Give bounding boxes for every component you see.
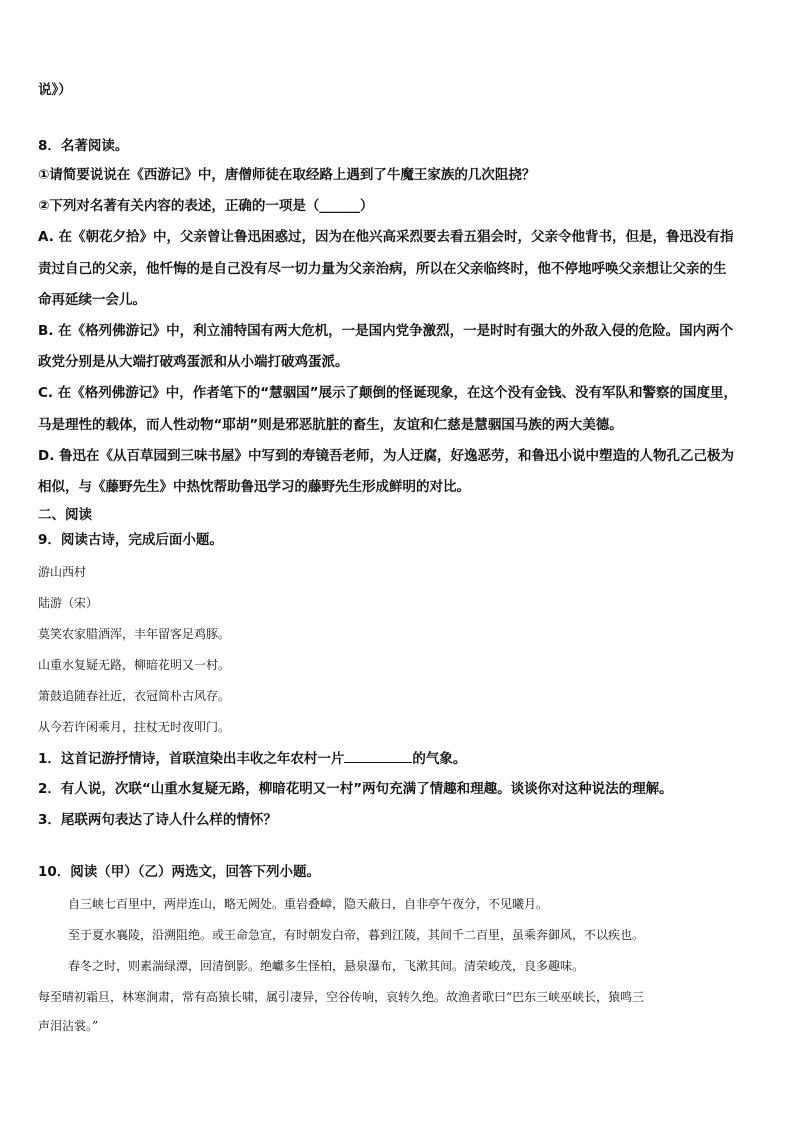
question-9-1: [38, 749, 466, 768]
option-c-line-1: C. 在《格列佛游记》中，作者笔下的“慧骃国”展示了颠倒的怪诞现象，在这个没有金钱、没有军队和警察的国度里，: [38, 385, 737, 401]
question-9-3: 3．尾联两句表达了诗人什么样的情怀？: [38, 812, 277, 828]
question-9-heading: 9．阅读古诗，完成后面小题。: [38, 532, 223, 548]
question-text: 1．这首记游抒情诗，首联渲染出丰收之年农村一片: [38, 751, 345, 767]
poem-line: 箫鼓追随春社近，衣冠简朴古风存。: [38, 689, 231, 703]
poem-line: 从今若许闲乘月，拄杖无时夜叩门。: [38, 720, 231, 734]
option-b-line-1: B. 在《格列佛游记》中，利立浦特国有两大危机，一是国内党争激烈，一是时时有强大的外敌入侵的危险。国内两个: [38, 323, 734, 339]
question-9-2: 2．有人说，次联“山重水复疑无路，柳暗花明又一村”两句充满了情趣和理趣。谈谈你对这种说法的理解。: [38, 781, 673, 797]
passage-paragraph: 每至晴初霜旦，林寒涧肃，常有高猿长啸，属引凄异，空谷传响，哀转久绝。故渔者歌曰“巴东三峡巫峡长，猿鸣三: [38, 990, 645, 1004]
question-text: 的气象。: [412, 751, 467, 767]
option-a-line-1: A. 在《朝花夕拾》中，父亲曾让鲁迅困惑过，因为在他兴高采烈要去看五猖会时，父亲令他背书，但是，鲁迅没有指: [38, 229, 734, 245]
question-10-heading: 10．阅读（甲）（乙）两选文，回答下列小题。: [38, 864, 321, 880]
passage-paragraph: 春冬之时，则素湍绿潭，回清倒影。绝巘多生怪柏，悬泉瀑布，飞漱其间。清荣峻茂，良多趣味。: [68, 959, 585, 973]
passage-paragraph: 自三峡七百里中，两岸连山，略无阙处。重岩叠嶂，隐天蔽日，自非亭午夜分，不见曦月。: [68, 897, 549, 911]
option-d-line-2: 相似，与《藤野先生》中热忱帮助鲁迅学习的藤野先生形成鲜明的对比。: [38, 479, 470, 495]
poem-author: 陆游（宋）: [38, 596, 99, 610]
question-8-part-2: ②下列对名著有关内容的表述，正确的一项是（______）: [38, 198, 374, 214]
poem-title: 游山西村: [38, 565, 87, 579]
option-c-line-2: 马是理性的载体，而人性动物“耶胡”则是邪恶肮脏的畜生，友谊和仁慈是慧骃国马族的两大美德。: [38, 417, 623, 433]
section-heading: 二、阅读: [38, 507, 92, 523]
text-line: 说》）: [38, 82, 72, 98]
answer-blank[interactable]: [344, 749, 412, 763]
option-a-line-3: 命再延续一会儿。: [38, 292, 146, 308]
poem-line: 山重水复疑无路，柳暗花明又一村。: [38, 658, 231, 672]
passage-paragraph: 至于夏水襄陵，沿溯阻绝。或王命急宣，有时朝发白帝，暮到江陵，其间千二百里，虽乘奔御风，不以疾也。: [68, 928, 645, 942]
option-b-line-2: 政党分别是从大端打破鸡蛋派和从小端打破鸡蛋派。: [38, 354, 349, 370]
passage-paragraph: 声泪沾裳。”: [38, 1019, 99, 1033]
option-d-line-1: D. 鲁迅在《从百草园到三味书屋》中写到的寿镜吾老师，为人迂腐，好逸恶劳，和鲁迅小说中塑造的人物孔乙己极为: [38, 448, 735, 464]
poem-line: 莫笑农家腊酒浑，丰年留客足鸡豚。: [38, 627, 231, 641]
question-8-heading: 8．名著阅读。: [38, 138, 129, 154]
option-a-line-2: 责过自己的父亲，他忏悔的是自己没有尽一切力量为父亲治病，所以在父亲临终时，他不停地呼唤父亲想让父亲的生: [38, 261, 727, 277]
question-8-part-1: ①请简要说说在《西游记》中，唐僧师徒在取经路上遇到了牛魔王家族的几次阻挠？: [38, 167, 536, 183]
